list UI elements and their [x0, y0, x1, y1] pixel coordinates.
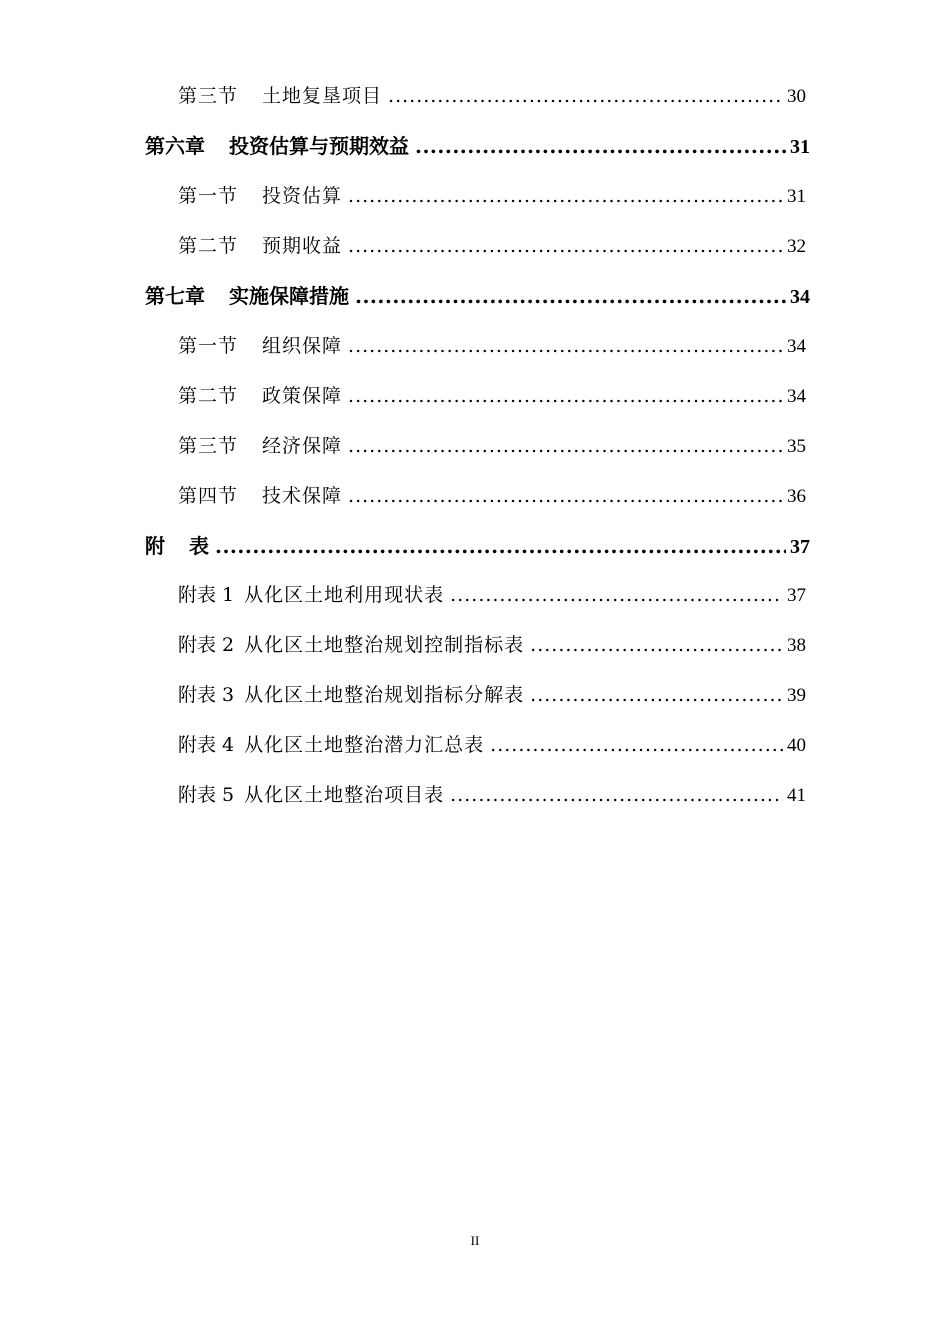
page-number: II: [470, 1233, 480, 1248]
toc-entry-page: 34: [787, 386, 806, 407]
dot-leader: [415, 131, 786, 161]
dot-leader: [348, 331, 783, 361]
toc-entry-chapter-6[interactable]: [145, 131, 810, 161]
dot-leader: [450, 780, 783, 810]
toc-entry-page: 31: [787, 186, 806, 207]
dot-leader: [388, 81, 783, 111]
toc-entry-number: 附表 4: [178, 734, 235, 756]
toc-entry-number: 第七章: [145, 284, 205, 308]
toc-entry-number: 附表 2: [178, 634, 235, 656]
toc-entry-title: 从化区土地利用现状表: [244, 584, 445, 606]
toc-entry-title: 从化区土地整治规划指标分解表: [244, 684, 525, 706]
toc-entry-page: 41: [787, 785, 806, 806]
toc-entry-page: 37: [787, 585, 806, 606]
toc-entry-section-organization[interactable]: [178, 331, 806, 361]
toc-entry-appendix[interactable]: [145, 531, 810, 561]
toc-entry-page: 39: [787, 685, 806, 706]
toc-entry-page: 34: [790, 286, 810, 308]
dot-leader: [450, 580, 783, 610]
toc-entry-page: 36: [787, 486, 806, 507]
toc-entry-number: 第一节: [178, 185, 239, 207]
toc-entry-number: 第四节: [178, 485, 239, 507]
toc-entry-section-technical[interactable]: [178, 481, 806, 511]
dot-leader: [490, 730, 783, 760]
toc-entry-number: 附: [145, 534, 165, 558]
toc-entry-number: 附表 3: [178, 684, 235, 706]
toc-entry-chapter-7[interactable]: [145, 281, 810, 311]
toc-entry-page: 38: [787, 635, 806, 656]
dot-leader: [348, 181, 783, 211]
dot-leader: [215, 531, 786, 561]
toc-entry-appendix-table-5[interactable]: [178, 780, 806, 810]
toc-entry-appendix-table-2[interactable]: [178, 630, 806, 660]
toc-entry-number: 第二节: [178, 235, 239, 257]
toc-entry-title: 预期收益: [262, 235, 343, 257]
toc-entry-appendix-table-3[interactable]: [178, 680, 806, 710]
dot-leader: [348, 231, 783, 261]
toc-entry-section-expected-returns[interactable]: [178, 231, 806, 261]
toc-entry-number: 第三节: [178, 435, 239, 457]
toc-entry-title: 实施保障措施: [229, 284, 349, 308]
dot-leader: [348, 381, 783, 411]
toc-entry-title: 从化区土地整治潜力汇总表: [244, 734, 485, 756]
toc-entry-title: 政策保障: [262, 385, 343, 407]
toc-entry-title: 从化区土地整治规划控制指标表: [244, 634, 525, 656]
toc-entry-title: 经济保障: [262, 435, 343, 457]
dot-leader: [530, 680, 783, 710]
toc-entry-number: 第一节: [178, 335, 239, 357]
toc-entry-appendix-table-4[interactable]: [178, 730, 806, 760]
toc-entry-page: 34: [787, 336, 806, 357]
toc-entry-title: 组织保障: [262, 335, 343, 357]
toc-entry-page: 32: [787, 236, 806, 257]
toc-entry-number: 第三节: [178, 85, 239, 107]
toc-entry-title: 土地复垦项目: [262, 85, 383, 107]
toc-entry-title: 从化区土地整治项目表: [244, 784, 445, 806]
toc-entry-section-policy[interactable]: [178, 381, 806, 411]
toc-entry-section-economic[interactable]: [178, 431, 806, 461]
dot-leader: [355, 281, 786, 311]
dot-leader: [348, 481, 783, 511]
toc-entry-number: 第六章: [145, 134, 205, 158]
toc-entry-number: 附表 5: [178, 784, 235, 806]
dot-leader: [348, 431, 783, 461]
toc-entry-title: 表: [189, 534, 209, 558]
toc-entry-appendix-table-1[interactable]: [178, 580, 806, 610]
dot-leader: [530, 630, 783, 660]
toc-entry-page: 30: [787, 86, 806, 107]
toc-entry-title: 技术保障: [262, 485, 343, 507]
toc-entry-section-land-reclamation[interactable]: [178, 81, 806, 111]
toc-entry-number: 第二节: [178, 385, 239, 407]
toc-entry-number: 附表 1: [178, 584, 235, 606]
toc-entry-page: 37: [790, 536, 810, 558]
toc-entry-title: 投资估算与预期效益: [229, 134, 409, 158]
toc-entry-section-investment-estimate[interactable]: [178, 181, 806, 211]
toc-entry-page: 31: [790, 136, 810, 158]
toc-entry-title: 投资估算: [262, 185, 343, 207]
toc-entry-page: 35: [787, 436, 806, 457]
toc-entry-page: 40: [787, 735, 806, 756]
